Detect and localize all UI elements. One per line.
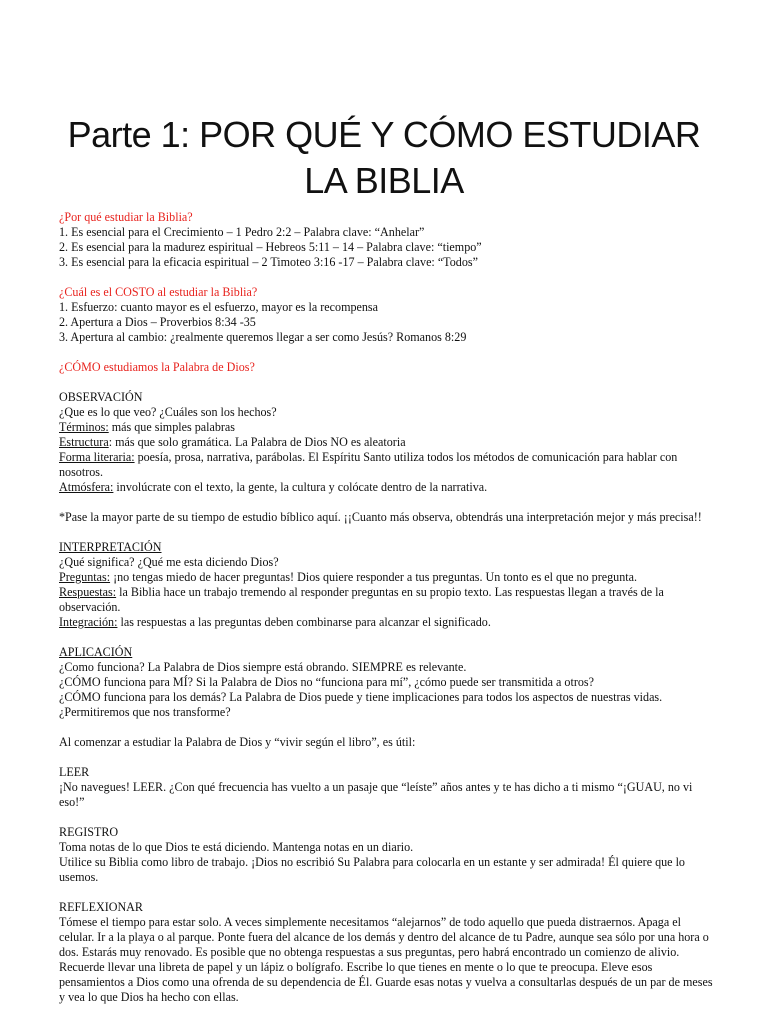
term-label: Estructura (59, 435, 109, 449)
observacion-note: *Pase la mayor parte de su tiempo de estudio bíblico aquí. ¡¡Cuanto más observa, obtendrás una interpretación mejor y más precisa!! (59, 510, 702, 524)
term-text: poesía, prosa, narrativa, parábolas. El Espíritu Santo utiliza todos los métodos de comunicación para hablar con nosotros. (59, 450, 678, 479)
term-text: más que simples palabras (108, 420, 236, 434)
aplicacion-line: ¿CÓMO funciona para MÍ? Si la Palabra de Dios no “funciona para mí”, ¿cómo puede ser transmitida a otros? (59, 675, 594, 689)
observacion-atmosfera (59, 480, 714, 495)
term-label: Preguntas: (59, 570, 111, 584)
aplicacion-heading: APLICACIÓN (59, 645, 133, 659)
reflexionar-heading: REFLEXIONAR (59, 900, 143, 914)
term-label: Respuestas: (59, 585, 117, 599)
term-text: las respuestas a las preguntas deben combinarse para alcanzar el significado. (117, 615, 491, 629)
observacion-terminos (59, 420, 714, 435)
term-label: Términos: (59, 420, 109, 434)
term-label: Forma literaria: (59, 450, 135, 464)
aplicacion-line: ¿Permitiremos que nos transforme? (59, 705, 231, 719)
interpretacion-respuestas (59, 585, 714, 615)
list-item: 2. Es esencial para la madurez espiritual – Hebreos 5:11 – 14 – Palabra clave: “tiempo” (59, 240, 482, 254)
term-text: ¡no tengas miedo de hacer preguntas! Dios quiere responder a tus preguntas. Un tonto es el que no pregunta. (110, 570, 637, 584)
term-text: : más que solo gramática. La Palabra de Dios NO es aleatoria (108, 435, 406, 449)
term-label: Atmósfera: (59, 480, 114, 494)
term-text: involúcrate con el texto, la gente, la cultura y colócate dentro de la narrativa. (113, 480, 488, 494)
page-title: Parte 1: POR QUÉ Y CÓMO ESTUDIAR LA BIBLIA (67, 114, 701, 201)
observacion-forma (59, 450, 714, 480)
registro-heading: REGISTRO (59, 825, 119, 839)
list-item: 1. Esfuerzo: cuanto mayor es el esfuerzo, mayor es la recompensa (59, 300, 379, 314)
observacion-question: ¿Que es lo que veo? ¿Cuáles son los hechos? (59, 405, 277, 419)
registro-line: Toma notas de lo que Dios te está diciendo. Mantenga notas en un diario. (59, 840, 414, 854)
aplicacion-line: ¿Como funciona? La Palabra de Dios siempre está obrando. SIEMPRE es relevante. (59, 660, 467, 674)
observacion-heading: OBSERVACIÓN (59, 390, 143, 404)
aplicacion-intro: Al comenzar a estudiar la Palabra de Dios y “vivir según el libro”, es útil: (59, 735, 416, 749)
document-body (59, 210, 714, 1005)
interpretacion-integracion (59, 615, 714, 630)
section-heading-how: ¿CÓMO estudiamos la Palabra de Dios? (59, 360, 255, 374)
list-item: 1. Es esencial para el Crecimiento – 1 Pedro 2:2 – Palabra clave: “Anhelar” (59, 225, 425, 239)
leer-heading: LEER (59, 765, 90, 779)
list-item: 2. Apertura a Dios – Proverbios 8:34 -35 (59, 315, 256, 329)
observacion-estructura (59, 435, 714, 450)
reflexionar-text: Tómese el tiempo para estar solo. A veces simplemente necesitamos “alejarnos” de todo aquello que pueda distraernos. Apaga el celular. Ir a la playa o al parque. Ponte fuera del alcance de los demás y dentro del alcance de tu Padre, aunque sea sólo por una hora o dos. Estarás muy renovado. Es posible que no obtenga respuestas a sus preguntas, pero habrá encontrado un comienzo de alivio. Recuerde llevar una libreta de papel y un lápiz o bolígrafo. Escribe lo que tienes en mente o lo que te preocupa. Eleve esos pensamientos a Dios como una ofrenda de su dependencia de Él. Guarde esas notas y vuelva a consultarlas después de un par de meses y vea lo que Dios ha hecho con ellas. (59, 915, 713, 1004)
term-text: la Biblia hace un trabajo tremendo al responder preguntas en su propio texto. Las respuestas llegan a través de la observación. (59, 585, 664, 614)
interpretacion-question: ¿Qué significa? ¿Qué me esta diciendo Dios? (59, 555, 279, 569)
aplicacion-line: ¿CÓMO funciona para los demás? La Palabra de Dios puede y tiene implicaciones para todos los aspectos de nuestras vidas. (59, 690, 663, 704)
list-item: 3. Apertura al cambio: ¿realmente queremos llegar a ser como Jesús? Romanos 8:29 (59, 330, 467, 344)
interpretacion-preguntas (59, 570, 714, 585)
interpretacion-heading: INTERPRETACIÓN (59, 540, 162, 554)
leer-text: ¡No navegues! LEER. ¿Con qué frecuencia has vuelto a un pasaje que “leíste” años antes y te has dicho a ti mismo “¡GUAU, no vi eso!” (59, 780, 693, 809)
section-heading-why: ¿Por qué estudiar la Biblia? (59, 210, 193, 224)
term-label: Integración: (59, 615, 118, 629)
section-heading-cost: ¿Cuál es el COSTO al estudiar la Biblia? (59, 285, 258, 299)
registro-line: Utilice su Biblia como libro de trabajo. ¡Dios no escribió Su Palabra para colocarla en un estante y ser admirada! Él quiere que lo usemos. (59, 855, 685, 884)
list-item: 3. Es esencial para la eficacia espiritual – 2 Timoteo 3:16 -17 – Palabra clave: “Todos” (59, 255, 478, 269)
